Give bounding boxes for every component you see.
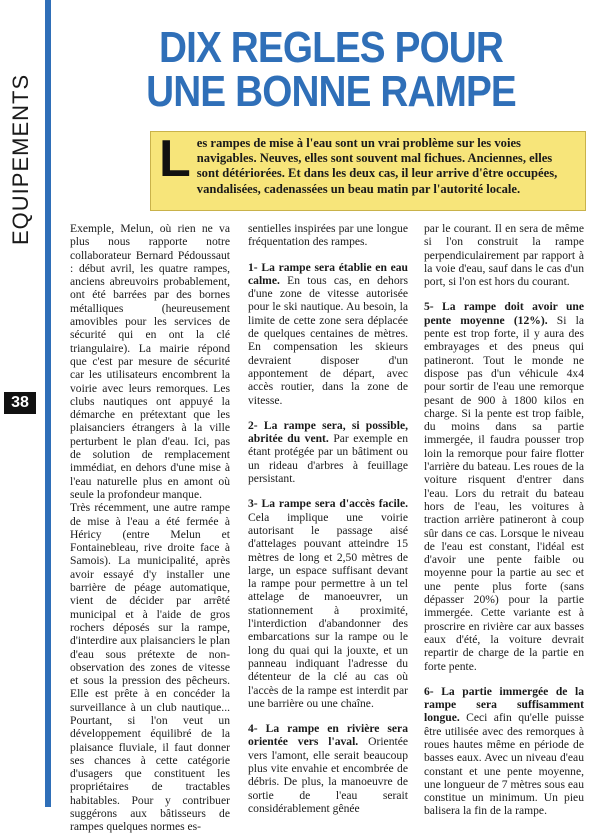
column-1 [70, 222, 230, 834]
rule-1: 1- La rampe sera établie en eau calme. En tous cas, en dehors d'une zone de vitesse autorisée pour le ski nautique. Au besoin, la limite de cette zone sera déplacée de quelques centaines de mètres. En compensation les skieurs devraient disposer d'un appontement de départ, avec accès routier, dans la zone de vitesse. [248, 260, 408, 407]
paragraph: par le courant. Il en sera de même si l'on construit la rampe perpendiculairement par rapport à la voie d'eau, sauf dans le cas d'un port, si l'on est hors du courant. [424, 222, 584, 289]
title-line-1: DIX REGLES POUR [159, 23, 503, 72]
article-title [100, 23, 563, 116]
lead-text: es rampes de mise à l'eau sont un vrai problème sur les voies navigables. Neuves, elles sont souvent mal fichues. Anciennes, elles sont détériorées. Et dans les deux cas, il leur arrive d'être occupées, vandalisées, cadenassées un beau matin par l'autorité locale. [196, 136, 558, 196]
rule-3: 3- La rampe sera d'accès facile. Cela implique une voirie autorisant le passage aisé d'attelages pouvant atteindre 15 mètres de long et 2,50 mètres de large, un espace suffisant devant la rampe pour permettre à un tel attelage de manoeuvrer, un stationnement à proximité, l'interdiction d'abandonner des embarcations sur la rampe ou le long du quai qui la jouxte, et un panneau indiquant l'adresse du détenteur de la clé au cas où l'accès de la rampe est interdit par une barrière ou une chaîne. [248, 497, 408, 710]
paragraph: Très récemment, une autre rampe de mise à l'eau a été fermée à Héricy (entre Melun et Fontainebleau, rive droite face à Samois). La municipalité, après avoir essayé d'y installer une barrière de péage automatique, vient de décider par arrêté municipal et à l'aide de gros rochers déposés sur la rampe, d'interdire aux plaisanciers le plan d'eau sous prétexte de non-observation des zones de vitesse et sous la pression des pêcheurs. Elle est prête à en concéder la surveillance à un club nautique... Pourtant, si l'on veut un développement équilibré de la plaisance fluviale, il faut donner ses chances à cette catégorie d'usagers que constituent les propriétaires de tractables habitables. Pour y contribuer suggérons aux bâtisseurs de rampes quelques normes es- [70, 501, 230, 834]
rule-heading: 4- La rampe en rivière sera orientée vers l'aval. [248, 722, 408, 749]
accent-bar [45, 0, 51, 807]
rule-5: 5- La rampe doit avoir une pente moyenne (12%). Si la pente est trop forte, il y aura des embrayages et des pneus qui patineront. Tout le monde ne dispose pas d'un véhicule 4x4 pour sortir de l'eau une remorque pesant de 900 à 1800 kilos en charge. Si la pente est trop faible, du moins dans sa partie immergée, il faudra pousser trop loin la remorque pour faire flotter l'arrière du bateau. Les roues de la voiture risquent d'entrer dans l'eau. Lors du retrait du bateau hors de l'eau, les voitures à traction arrière patineront à coup sûr dans ce cas. Lorsque le niveau de l'eau est constant, l'idéal est d'avoir une pente faible ou moyenne pour la partie au sec et une pente plus forte (sans dépasser 20%) pour la partie immergée. Cette variante est à proscrire en rivière car aux basses eaux d'été, la voiture devrait repartir de charge de la partie en forte pente. [424, 300, 584, 673]
column-3 [424, 222, 584, 818]
section-label: EQUIPEMENTS [8, 73, 33, 245]
rule-2: 2- La rampe sera, si possible, abritée du vent. Par exemple en étant protégée par un bâtiment ou un rideau d'arbres à feuillage persistant. [248, 418, 409, 486]
rule-heading: 3- La rampe sera d'accès facile. [248, 497, 408, 511]
drop-cap: L [159, 130, 191, 188]
page-number: 38 [4, 392, 36, 414]
paragraph: Exemple, Melun, où rien ne va plus nous rapporte notre collaborateur Bernard Pédoussaut : début avril, les quatre rampes, anciens abreuvoirs probablement, ont été barrées par des bornes métalliques (heureusement amovibles pour les services de sécurité qui en ont la clé triangulaire). La mairie répond que c'est par mesure de sécurité car les utilisateurs encombrent la voirie avec leurs remorques. Les clubs nautiques ont appuyé la démarche en prétextant que les plaisanciers étrangers à la ville perturbent le plan d'eau. Ici, pas de solution de remplacement immédiat, en dehors d'une mise à l'eau naturelle plus en amont où seule la profondeur manque. [70, 222, 230, 501]
title-line-2: UNE BONNE RAMPE [146, 67, 516, 116]
rule-heading: 6- La partie immergée de la rampe sera suffisamment longue. [424, 684, 584, 725]
rule-6: 6- La partie immergée de la rampe sera suffisamment longue. Ceci afin qu'elle puisse être utilisée avec des remorques à roues hautes même en période de basses eaux. Avec un niveau d'eau constant et une pente moyenne, une longueur de 7 mètres sous eau constitue un minimum. Un pieu balisera la fin de la rampe. [424, 684, 584, 818]
paragraph: sentielles inspirées par une longue fréquentation des rampes. [248, 222, 408, 249]
column-2 [248, 222, 408, 815]
rule-4: 4- La rampe en rivière sera orientée vers l'aval. Orientée vers l'amont, elle serait beaucoup plus vite envahie et encombrée de débris. De plus, la manoeuvre de sortie de l'eau serait considérablement gênée [248, 722, 409, 815]
rule-heading: 5- La rampe doit avoir une pente moyenne (12%). [424, 300, 584, 327]
rule-heading: 2- La rampe sera, si possible, abritée du vent. [248, 418, 408, 446]
rule-heading: 1- La rampe sera établie en eau calme. [248, 260, 408, 287]
lead-box [150, 131, 586, 211]
